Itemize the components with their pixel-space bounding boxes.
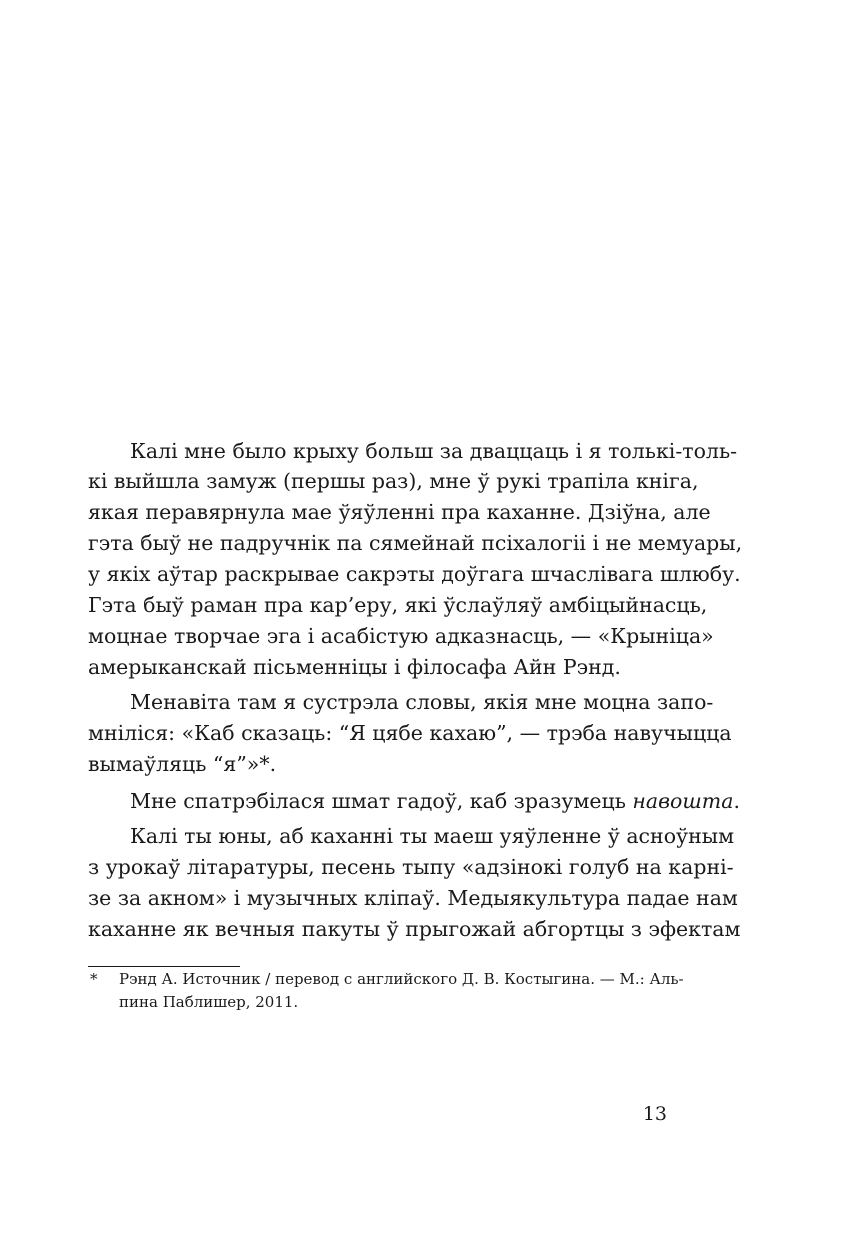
paragraph-2-line-2: мніліся: «Каб сказаць: “Я цябе кахаю”, — трэба навучыцца	[88, 721, 732, 745]
paragraph-1-line-6: Гэта быў раман пра кар’еру, які ўслаўляў амбіцыйнасць,	[88, 593, 708, 617]
paragraph-1-line-7: моцнае творчае эга і асабістую адказнасць, — «Крыніца»	[88, 624, 714, 648]
paragraph-1-line-1: Калі мне было крыху больш за дваццаць і я толькі-толь-	[130, 439, 738, 463]
paragraph-3-text: Мне спатрэбілася шмат гадоў, каб зразумець	[130, 789, 633, 813]
paragraph-1-line-4: гэта быў не падручнік па сямейнай псіхалогіі і не мемуары,	[88, 531, 743, 555]
footnote-line-1: Рэнд А. Источник / перевод с английского Д. В. Костыгина. — М.: Аль-	[119, 970, 684, 988]
paragraph-1-line-2: кі выйшла замуж (першы раз), мне ў рукі трапіла кніга,	[88, 469, 699, 493]
paragraph-1-line-8: амерыканскай пісьменніцы і філосафа Айн Рэнд.	[88, 655, 621, 679]
paragraph-4-line-3: зе за акном» і музычных кліпаў. Медыякультура падае нам	[88, 886, 738, 910]
paragraph-2-line-1: Менавіта там я сустрэла словы, якія мне моцна запо-	[130, 690, 714, 714]
paragraph-3-line-1	[130, 786, 741, 816]
page-number: 13	[642, 1103, 667, 1125]
paragraph-4-line-4: каханне як вечныя пакуты ў прыгожай абгортцы з эфектам	[88, 917, 741, 941]
paragraph-4-line-1: Калі ты юны, аб каханні ты маеш уяўленне ў асноўным	[130, 824, 735, 848]
paragraph-1-line-3: якая перавярнула мае ўяўленні пра каханне. Дзіўна, але	[88, 500, 711, 524]
footnote-divider	[88, 966, 240, 967]
paragraph-2-line-3: вымаўляць “я”»*.	[88, 752, 277, 776]
footnote-marker: *	[90, 970, 98, 988]
paragraph-3-period: .	[733, 789, 741, 813]
paragraph-3-emphasis: навошта	[632, 789, 734, 813]
paragraph-4-line-2: з урокаў літаратуры, песень тыпу «адзінокі голуб на карні-	[88, 855, 734, 879]
paragraph-1-line-5: у якіх аўтар раскрывае сакрэты доўгага шчаслівага шлюбу.	[88, 562, 741, 586]
footnote-line-2: пина Паблишер, 2011.	[119, 993, 299, 1011]
